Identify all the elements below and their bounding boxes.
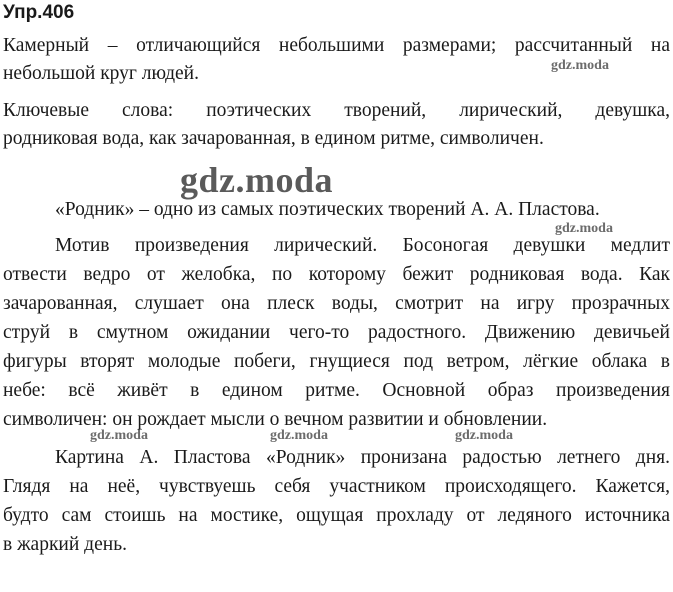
watermark: gdz.moda [455,428,513,443]
paragraph-3-line-2: Глядя на неё, чувствуешь себя участником происходящего. Кажется, [3,476,670,497]
paragraph-2-line-1: Мотив произведения лирический. Босоногая девушки медлит [55,235,670,256]
keywords-line-2: родниковая вода, как зачарованная, в едином ритме, символичен. [3,128,544,149]
paragraph-3-line-1: Картина А. Пластова «Родник» пронизана радостью летнего дня. [55,447,670,468]
paragraph-2-line-5: фигуры вторят молодые побеги, гнущиеся под ветром, лёгкие облака в [3,351,670,372]
paragraph-1-line-1: «Родник» – одно из самых поэтических творений А. А. Пластова. [55,199,600,220]
paragraph-3-line-4: в жаркий день. [3,534,127,555]
paragraph-3-line-3: будто сам стоишь на мостике, ощущая прохладу от ледяного источника [3,505,670,526]
paragraph-2-line-3: зачарованная, слушает она плеск воды, смотрит на игру прозрачных [3,293,670,314]
paragraph-2-line-6: небе: всё живёт в едином ритме. Основной образ произведения [3,380,670,401]
definition-line-1: Камерный – отличающийся небольшими размерами; рассчитанный на [3,35,670,56]
exercise-heading: Упр.406 [3,2,75,23]
watermark: gdz.moda [555,221,613,236]
paragraph-2-line-4: струй в смутном ожидании чего-то радостного. Движению девичьей [3,322,670,343]
watermark-large: gdz.moda [180,160,334,200]
keywords-line-1: Ключевые слова: поэтических творений, лирический, девушка, [3,100,670,121]
paragraph-2-line-2: отвести ведро от желобка, по которому бежит родниковая вода. Как [3,264,670,285]
watermark: gdz.moda [90,428,148,443]
paragraph-2-line-7: символичен: он рождает мысли о вечном развитии и обновлении. [3,409,548,430]
watermark: gdz.moda [551,58,609,73]
watermark: gdz.moda [270,428,328,443]
definition-line-2: небольшой круг людей. [3,63,199,84]
